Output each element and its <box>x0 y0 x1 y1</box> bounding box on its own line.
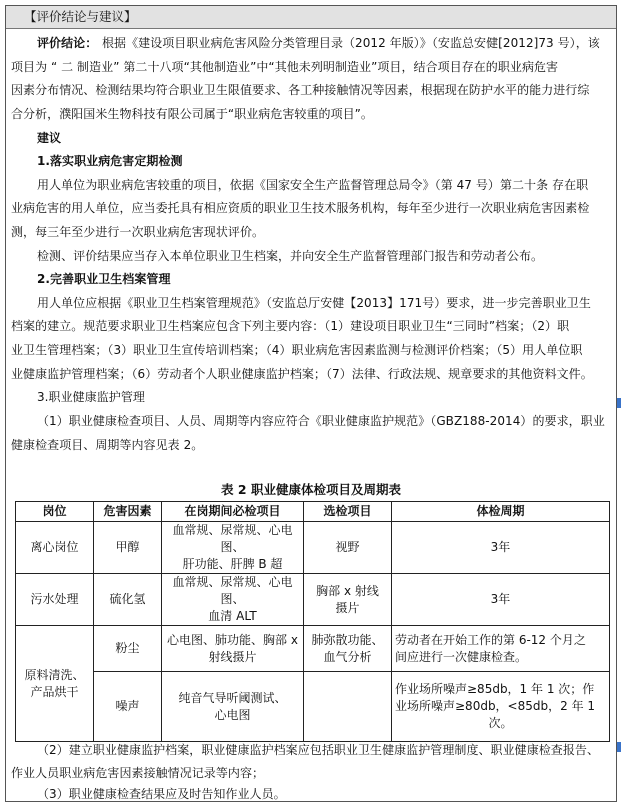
section2-line: 档案的建立。规范要求职业卫生档案应包含下列主要内容：（1）建设项目职业卫生“三同时”档案；（2）职 <box>11 319 570 333</box>
period-cell <box>392 574 610 626</box>
cell-line: 血气分析 <box>323 649 372 664</box>
section3-line: （1）职业健康检查项目、人员、周期等内容应符合《职业健康监护规范》（GBZ188-2014）的要求，职业 <box>37 414 605 428</box>
revision-marker-icon <box>617 398 621 408</box>
conclusion-line: 项目为 “ 二 制造业” 第二十八项“其他制造业”中“其他未列明制造业”项目，结合项目存在的职业病危害 <box>11 60 559 74</box>
section2-line: 用人单位应根据《职业卫生档案管理规范》（安监总厅安健【2013】171号）要求，进一步完善职业卫生 <box>37 296 591 310</box>
period-cell <box>392 626 610 672</box>
table-header-row <box>16 502 610 522</box>
section1-line: 业病危害的用人单位，应当委托具有相应资质的职业卫生技术服务机构，每年至少进行一次职业病危害因素检 <box>11 201 590 215</box>
cell-line: 纯音气导听阈测试、 <box>178 690 287 705</box>
table-row <box>16 672 610 742</box>
section2-heading: 2.完善职业卫生档案管理 <box>37 272 171 286</box>
required-items-cell <box>162 574 304 626</box>
cell-line: 肺弥散功能、 <box>311 632 384 647</box>
cell-line: 3年 <box>490 592 511 606</box>
after-table-line: （3）职业健康检查结果应及时告知作业人员。 <box>37 787 286 801</box>
cell-line: 劳动者在开始工作的第 6-12 个月之 <box>395 632 586 647</box>
after-table-line: （2）建立职业健康监护档案，职业健康监护档案应包括职业卫生健康监护管理制度、职业健康检查报告、 <box>37 743 599 757</box>
cell-line: 次。 <box>488 716 513 730</box>
cell-line: 心电图 <box>214 707 251 722</box>
conclusion-line: 因素分布情况、检测结果均符合职业卫生限值要求、各工种接触情况等因素，根据现在防护水平的能力进行综 <box>11 83 590 97</box>
revision-marker-icon <box>617 742 621 752</box>
section1-line: 测，每三年至少进行一次职业病危害现状评价。 <box>11 225 265 239</box>
hazard-cell: 硫化氢 <box>94 574 162 626</box>
hazard-cell: 噪声 <box>94 672 162 742</box>
required-items-cell <box>162 672 304 742</box>
cell-line: 胸部 x 射线 <box>316 583 379 598</box>
cell-line: 摄片 <box>335 600 360 615</box>
conclusion-label: 评价结论： <box>37 36 98 50</box>
cell-line: 产品烘干 <box>30 684 79 699</box>
optional-items-cell <box>304 522 392 574</box>
cell-line: 射线摄片 <box>208 649 257 664</box>
post-cell: 污水处理 <box>16 574 94 626</box>
cell-line: 血常规、尿常规、心电图、 <box>172 575 293 606</box>
table-title: 表 2 职业健康体检项目及周期表 <box>221 482 401 497</box>
table-row <box>16 522 610 574</box>
table-row <box>16 626 610 672</box>
section3-line: 健康检查项目、周期等内容见表 2。 <box>11 438 204 452</box>
hazard-cell: 粉尘 <box>94 626 162 672</box>
table-row <box>16 574 610 626</box>
cell-line: 肝功能、肝脾 B 超 <box>182 557 283 571</box>
section1-line: 检测、评价结果应当存入本单位职业卫生档案，并向安全生产监督管理部门报告和劳动者公布。 <box>37 249 544 263</box>
post-cell: 离心岗位 <box>16 522 94 574</box>
period-cell <box>392 672 610 742</box>
optional-items-cell <box>304 574 392 626</box>
section2-line: 业健康监护管理档案；（6）劳动者个人职业健康监护档案；（7）法律、行政法规、规章要求的其他资料文件。 <box>11 367 593 381</box>
after-table-line: 作业人员职业病危害因素接触情况记录等内容； <box>11 766 265 780</box>
table-header-cell: 体检周期 <box>392 502 610 522</box>
suggestion-heading: 建议 <box>37 131 62 145</box>
section2-line: 业卫生管理档案；（3）职业卫生宣传培训档案；（4）职业病危害因素监测与检测评价档案；（5）用人单位职 <box>11 343 583 357</box>
optional-items-cell <box>304 672 392 742</box>
cell-line: 视野 <box>335 540 360 554</box>
cell-line: 原料清洗、 <box>24 667 85 682</box>
section-header-bar <box>6 6 616 29</box>
hazard-cell: 甲醇 <box>94 522 162 574</box>
table-header-cell: 危害因素 <box>94 502 162 522</box>
period-cell <box>392 522 610 574</box>
required-items-cell <box>162 522 304 574</box>
post-cell <box>16 626 94 742</box>
section3-heading: 3.职业健康监护管理 <box>37 390 145 404</box>
cell-line: 心电图、肺功能、胸部 x <box>167 632 298 647</box>
cell-line: 血清 ALT <box>208 609 257 623</box>
document-frame <box>5 5 617 802</box>
table-header-cell: 选检项目 <box>304 502 392 522</box>
section1-heading: 1.落实职业病危害定期检测 <box>37 154 183 168</box>
section1-line: 用人单位为职业病危害较重的项目，依据《国家安全生产监督管理总局令》（第 47 号）第二十条 存在职 <box>37 178 589 192</box>
table-header-cell: 岗位 <box>16 502 94 522</box>
optional-items-cell <box>304 626 392 672</box>
cell-line: 业场所噪声≥80db，<85db，2 年 1 <box>395 699 596 713</box>
cell-line: 血常规、尿常规、心电图、 <box>172 523 293 554</box>
health-exam-table <box>15 501 610 742</box>
required-items-cell <box>162 626 304 672</box>
cell-line: 3年 <box>490 540 511 554</box>
cell-line: 间应进行一次健康检查。 <box>395 649 528 664</box>
cell-line: 作业场所噪声≥85db，1 年 1 次；作 <box>395 682 595 696</box>
table-header-cell: 在岗期间必检项目 <box>162 502 304 522</box>
section-header-title: 【评价结论与建议】 <box>24 9 137 24</box>
conclusion-line: 根据《建设项目职业病危害风险分类管理目录（2012 年版）》（安监总安健[2012]73 号），该 <box>102 36 600 50</box>
conclusion-line: 合分析，濮阳国米生物科技有限公司属于“职业病危害较重的项目”。 <box>11 107 373 121</box>
